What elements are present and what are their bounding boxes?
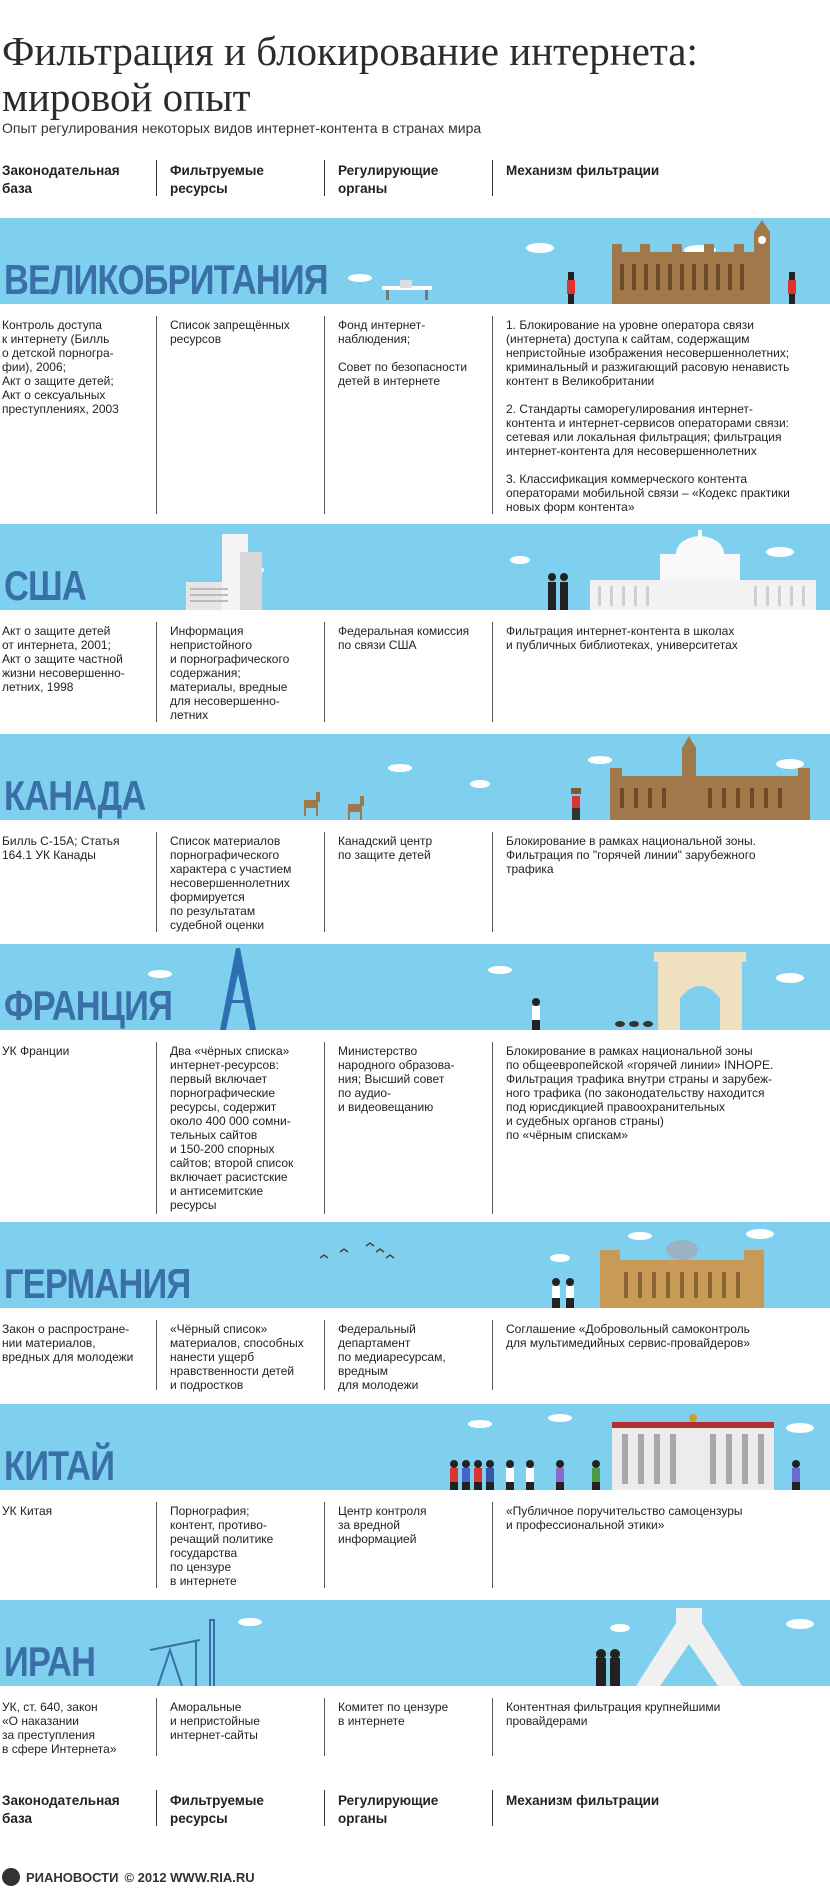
resources-cell: Аморальные и непристойные интернет-сайты	[170, 1700, 260, 1742]
resources-cell: Порнография; контент, противо- речащий политике государства по цензуре в интернете	[170, 1504, 274, 1588]
law-cell: Контроль доступа к интернету (Билль о детской порногра- фии), 2006; Акт о защите детей; Акт о сексуальных преступлениях, 2003	[2, 318, 119, 416]
column-header-mechanism: Механизм фильтрации	[506, 163, 660, 178]
country-name-germany: ГЕРМАНИЯ	[4, 1260, 191, 1307]
iran-illustration	[0, 1600, 830, 1686]
band-iran	[0, 1600, 830, 1686]
row-divider	[156, 1502, 157, 1588]
band-uk	[0, 218, 830, 304]
footer-logo-text: РИАНОВОСТИ	[26, 1869, 119, 1885]
law-cell: Закон о распростране- нии материалов, вредных для молодежи	[2, 1322, 134, 1364]
skyscraper-icon	[186, 534, 262, 610]
person-icon	[552, 1278, 574, 1308]
mechanism-cell: «Публичное поручительство самоцензуры и профессиональной этики»	[506, 1504, 743, 1532]
law-cell: УК Китая	[2, 1504, 53, 1518]
header-divider	[492, 160, 493, 196]
mountie-icon	[571, 788, 581, 820]
bodies-cell: Комитет по цензуре в интернете	[338, 1700, 449, 1728]
resources-cell: «Чёрный список» материалов, способных нанести ущерб нравственности детей и подростков	[170, 1322, 304, 1392]
parliament-icon	[612, 220, 770, 304]
band-germany	[0, 1222, 830, 1308]
page-subtitle: Опыт регулирования некоторых видов интернет-контента в странах мира	[2, 120, 482, 136]
band-france	[0, 944, 830, 1030]
bench-icon	[382, 280, 432, 300]
law-cell: УК Франции	[2, 1044, 70, 1058]
mechanism-cell: Соглашение «Добровольный самоконтроль для мультимедийных сервис-провайдеров»	[506, 1322, 751, 1350]
column-header-resources: Фильтруемые ресурсы	[170, 1793, 264, 1826]
guard-icon	[788, 272, 796, 304]
mechanism-cell: Фильтрация интернет-контента в школах и публичных библиотеках, университетах	[506, 624, 738, 652]
azadi-tower-icon	[636, 1608, 742, 1686]
row-divider	[324, 1698, 325, 1756]
guard-icon	[567, 272, 575, 304]
footer-copyright: © 2012 WWW.RIA.RU	[124, 1869, 255, 1885]
deer-icon	[304, 792, 320, 816]
country-name-china: КИТАЙ	[4, 1442, 115, 1489]
law-cell: УК, ст. 640, закон «О наказании за преступления в сфере Интернета»	[2, 1700, 117, 1756]
resources-cell: Два «чёрных списка» интернет-ресурсов: первый включает порнографические ресурсы, содержит около 400 000 сомни- тельных сайтов и 150-200 спорных сайтов; второй список включает расистские и антисемитские ресурсы	[170, 1044, 294, 1212]
column-header-mechanism: Механизм фильтрации	[506, 1793, 660, 1808]
row-divider	[492, 1698, 493, 1756]
row-divider	[492, 1320, 493, 1390]
row-divider	[324, 316, 325, 514]
row-divider	[156, 622, 157, 722]
row-divider	[324, 832, 325, 932]
law-cell: Билль С-15А; Статья 164.1 УК Канады	[2, 834, 120, 862]
person-icon	[532, 998, 540, 1030]
oil-pump-icon	[150, 1620, 214, 1686]
resources-cell: Список материалов порнографического характера с участием несовершеннолетних формируется по результатам судебной оценки	[170, 834, 292, 932]
row-divider	[492, 622, 493, 722]
column-header-bodies: Регулирующие органы	[338, 1793, 439, 1826]
clock-icon	[758, 236, 766, 244]
row-divider	[324, 1320, 325, 1390]
ria-logo-icon	[2, 1868, 20, 1886]
bodies-cell: Фонд интернет- наблюдения; Совет по безопасности детей в интернете	[338, 318, 468, 388]
row-divider	[156, 1320, 157, 1390]
row-divider	[324, 1502, 325, 1588]
resources-cell: Список запрещённых ресурсов	[170, 318, 290, 346]
country-name-canada: КАНАДА	[4, 772, 146, 819]
row-divider	[492, 1502, 493, 1588]
cloud-icon	[238, 1618, 814, 1632]
mechanism-cell: Блокирование в рамках национальной зоны. Фильтрация по "горячей линии" зарубежного трафика	[506, 834, 757, 876]
bodies-cell: Центр контроля за вредной информацией	[338, 1504, 427, 1546]
footer	[2, 1868, 255, 1886]
header-divider	[156, 160, 157, 196]
resources-cell: Информация непристойного и порнографического содержания; материалы, вредные для несовершенно- летних	[170, 624, 290, 722]
usa-illustration	[0, 524, 830, 610]
bird-icon	[320, 1243, 394, 1258]
band-usa	[0, 524, 830, 610]
mechanism-cell: Блокирование в рамках национальной зоны по общеевропейской «горячей линии» INHOPE. Фильтрация трафика внутри страны и зарубеж- ного трафика (по законодательству находится под юрисдикцией правоохранительных и судебных органов страны) по «чёрным спискам»	[506, 1044, 774, 1142]
header-divider	[156, 1790, 157, 1826]
bodies-cell: Федеральная комиссия по связи США	[338, 624, 470, 652]
column-header-bodies: Регулирующие органы	[338, 163, 439, 196]
country-name-france: ФРАНЦИЯ	[4, 982, 173, 1029]
row-divider	[492, 832, 493, 932]
column-header-law: Законодательная база	[2, 1793, 120, 1826]
country-name-usa: США	[4, 562, 86, 609]
band-china	[0, 1404, 830, 1490]
bodies-cell: Министерство народного образова- ния; Высший совет по аудио- и видеовещанию	[338, 1044, 455, 1114]
law-cell: Акт о защите детей от интернета, 2001; Акт о защите частной жизни несовершенно- летних, 1998	[2, 624, 125, 694]
woman-icon	[596, 1649, 620, 1686]
bodies-cell: Канадский центр по защите детей	[338, 834, 433, 862]
china-illustration	[0, 1404, 830, 1490]
eiffel-tower-icon	[220, 948, 256, 1030]
mechanism-cell: 1. Блокирование на уровне оператора связи (интернета) доступа к сайтам, содержащим непристойные изображения несовершеннолетних; криминальный и разжигающий расовую ненависть контент в Великобритании 2. Стандарты саморегулирования интернет- контента и интернет-сервисов операторами связи: сетевая или локальная фильтрация; фильтрация интернет-контента для несовершеннолетних 3. Классификация коммерческого контента операторами мобильной связи – «Кодекс практики новых форм контента»	[506, 318, 790, 514]
mechanism-cell: Контентная фильтрация крупнейшими провайдерами	[506, 1700, 721, 1728]
band-canada	[0, 734, 830, 820]
capitol-icon	[590, 530, 816, 610]
cloud-icon	[550, 1229, 774, 1262]
row-divider	[324, 1042, 325, 1214]
row-divider	[492, 1042, 493, 1214]
country-name-iran: ИРАН	[4, 1638, 96, 1685]
row-divider	[156, 316, 157, 514]
row-divider	[156, 1042, 157, 1214]
header-divider	[324, 1790, 325, 1826]
pigeon-icon	[615, 1021, 653, 1027]
row-divider	[324, 622, 325, 722]
agent-icon	[548, 573, 568, 610]
deer-icon	[348, 796, 364, 820]
column-header-law: Законодательная база	[2, 163, 120, 196]
row-divider	[156, 1698, 157, 1756]
header-divider	[492, 1790, 493, 1826]
country-name-uk: ВЕЛИКОБРИТАНИЯ	[4, 256, 328, 303]
bodies-cell: Федеральный департамент по медиаресурсам, вредным для молодежи	[338, 1322, 446, 1392]
header-divider	[324, 160, 325, 196]
great-hall-icon	[612, 1414, 774, 1490]
page-title: Фильтрация и блокирование интернета: мировой опыт	[2, 28, 698, 120]
column-header-resources: Фильтруемые ресурсы	[170, 163, 264, 196]
row-divider	[156, 832, 157, 932]
row-divider	[492, 316, 493, 514]
